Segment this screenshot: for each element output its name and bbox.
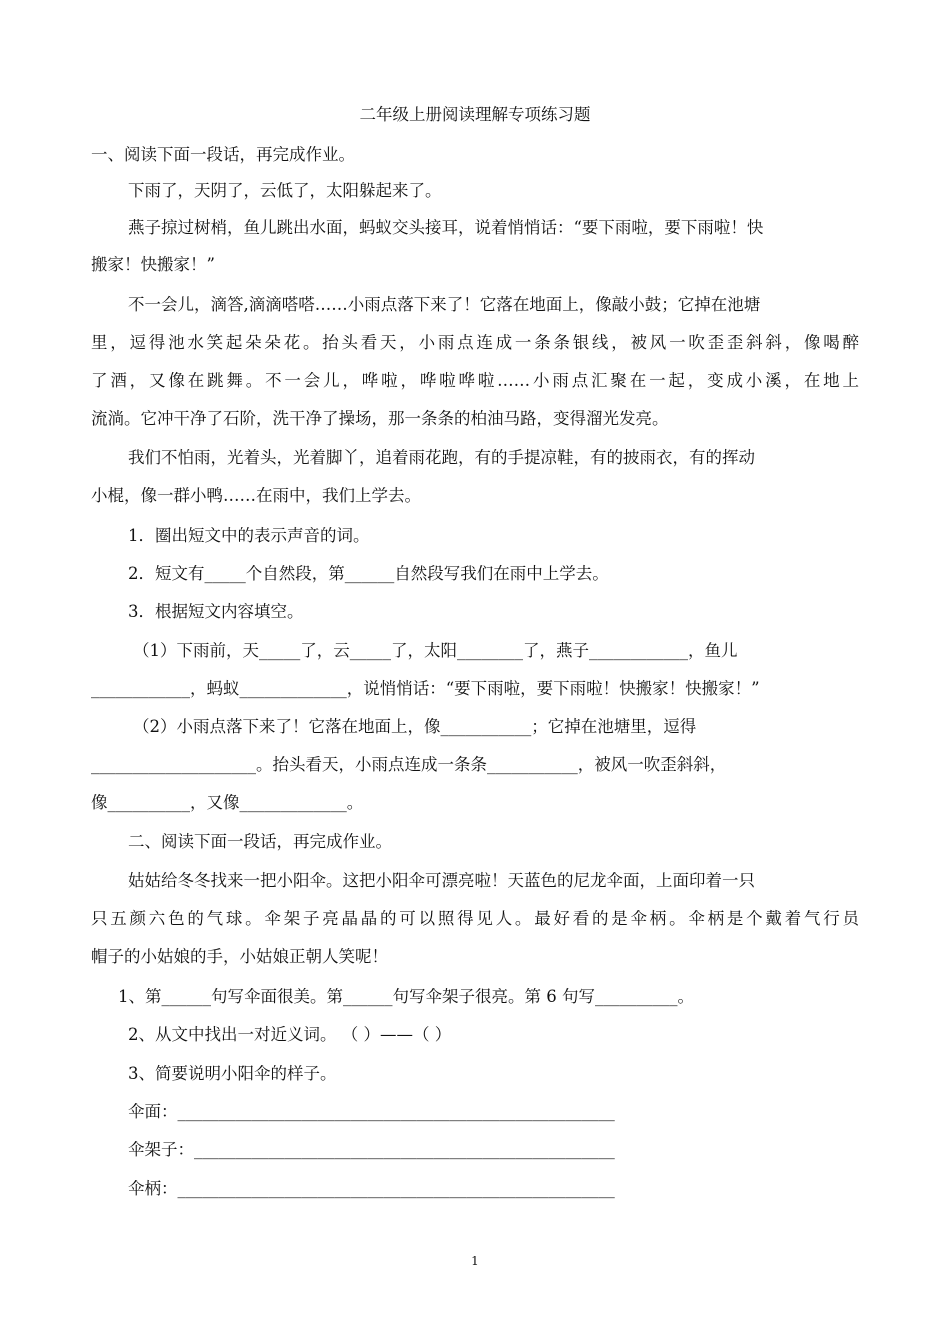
question-text: ____________________。抬头看天，小雨点连成一条条___________，被风一吹歪斜斜， — [91, 755, 727, 774]
question-text: 1．圈出短文中的表示声音的词。 — [128, 526, 370, 545]
paragraph-text: 只五颜六色的气球。伞架子亮晶晶的可以照得见人。最好看的是伞柄。伞柄是个戴着气行员 — [91, 909, 859, 928]
paragraph-text: 帽子的小姑娘的手，小姑娘正朝人笑呢！ — [91, 947, 388, 966]
page-number: 1 — [471, 1254, 479, 1268]
paragraph-text: 我们不怕雨，光着头，光着脚丫，追着雨花跑，有的手提凉鞋，有的披雨衣，有的挥动 — [128, 448, 755, 467]
page-title: 二年级上册阅读理解专项练习题 — [359, 105, 591, 124]
question-text: 3、简要说明小阳伞的样子。 — [128, 1064, 337, 1083]
section2-heading: 二、阅读下面一段话，再完成作业。 — [128, 832, 392, 851]
question-text: 像__________，又像_____________。 — [91, 793, 364, 812]
question-text: 2．短文有_____个自然段，第______自然段写我们在雨中上学去。 — [128, 564, 609, 583]
paragraph-text: 燕子掠过树梢，鱼儿跳出水面，蚂蚁交头接耳，说着悄悄话：“要下雨啦，要下雨啦！快 — [128, 218, 764, 237]
question-text: （1）下雨前，天_____了，云_____了，太阳________了，燕子____________，鱼儿 — [133, 641, 738, 660]
paragraph-text: 小棍，像一群小鸭……在雨中，我们上学去。 — [91, 486, 421, 505]
paragraph-text: 姑姑给冬冬找来一把小阳伞。这把小阳伞可漂亮啦！天蓝色的尼龙伞面，上面印着一只 — [128, 871, 755, 890]
section1-heading: 一、阅读下面一段话，再完成作业。 — [91, 145, 355, 164]
answer-line: 伞柄：_____________________________________________________ — [128, 1179, 615, 1198]
paragraph-text: 不一会儿，滴答,滴滴嗒嗒……小雨点落下来了！它落在地面上，像敲小鼓；它掉在池塘 — [128, 295, 761, 314]
question-text: 1、第______句写伞面很美。第______句写伞架子很亮。第 6 句写__________。 — [118, 987, 694, 1006]
paragraph-text: 了酒，又像在跳舞。不一会儿，哗啦，哗啦哗啦……小雨点汇聚在一起，变成小溪，在地上 — [91, 371, 859, 390]
question-text: 3．根据短文内容填空。 — [128, 602, 304, 621]
paragraph-text: 搬家！快搬家！” — [91, 255, 215, 274]
question-text: ____________，蚂蚁_____________，说悄悄话：“要下雨啦，要下雨啦！快搬家！快搬家！” — [91, 679, 760, 698]
question-text: 2、从文中找出一对近义词。 （ ）——（ ） — [128, 1025, 452, 1044]
answer-line: 伞架子：___________________________________________________ — [128, 1140, 615, 1159]
paragraph-text: 里，逗得池水笑起朵朵花。抬头看天，小雨点连成一条条银线，被风一吹歪歪斜斜，像喝醉 — [91, 333, 859, 352]
paragraph-text: 下雨了，天阴了，云低了，太阳躲起来了。 — [128, 181, 442, 200]
paragraph-text: 流淌。它冲干净了石阶，洗干净了操场，那一条条的柏油马路，变得溜光发亮。 — [91, 409, 669, 428]
answer-line: 伞面：_____________________________________________________ — [128, 1102, 615, 1121]
question-text: （2）小雨点落下来了！它落在地面上，像___________；它掉在池塘里，逗得 — [133, 717, 697, 736]
